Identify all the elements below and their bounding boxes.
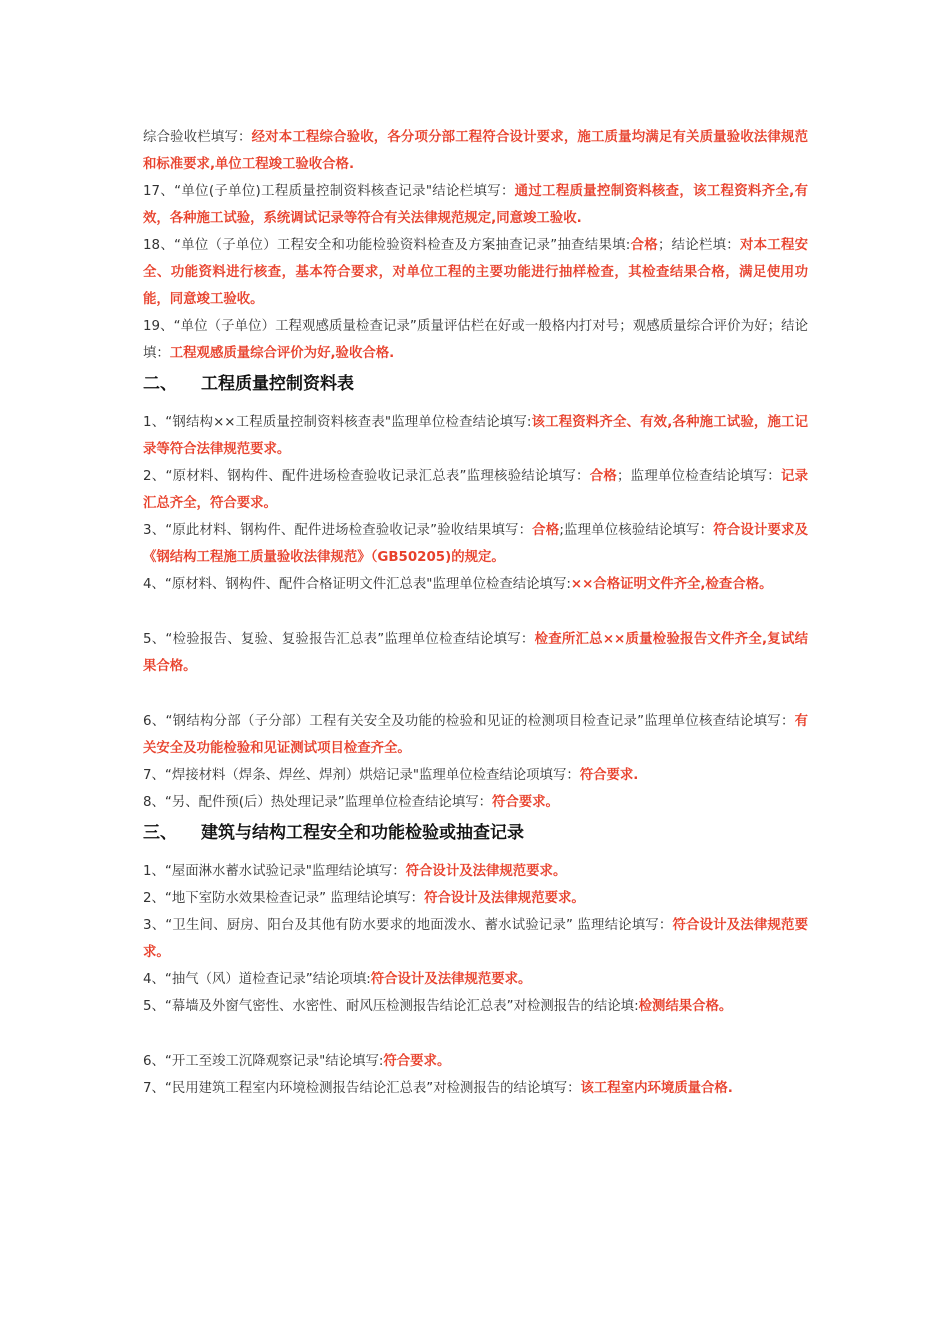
item-label: 5、“幕墙及外窗气密性、水密性、耐风压检测报告结论汇总表”对检测报告的结论填: (143, 999, 639, 1014)
s2-item-1 (143, 409, 808, 463)
s2-item-6 (143, 708, 808, 762)
section-number: 三、 (143, 823, 177, 843)
item-value: 检查所汇总××质量检验报告文件齐全,复试结果合格。 (143, 632, 808, 674)
item-value: 有关安全及功能检验和见证测试项目检查齐全。 (143, 714, 808, 756)
item-label: 1、“屋面淋水蓄水试验记录"监理结论填写： (143, 864, 406, 879)
item-value: 符合设计及法律规范要求。 (405, 864, 567, 879)
item-label: 6、“开工至竣工沉降观察记录"结论填写: (143, 1054, 384, 1069)
s2-item-7 (143, 762, 808, 789)
document-body (143, 124, 808, 1102)
item-label-2: ；结论栏填： (657, 238, 740, 253)
section-number: 二、 (143, 374, 177, 394)
item-label: 3、“原此材料、钢构件、配件进场检查验收记录”验收结果填写： (143, 523, 533, 538)
s3-item-1 (143, 858, 808, 885)
s2-item-3 (143, 517, 808, 571)
intro-label: 综合验收栏填写： (143, 130, 252, 145)
item-label: 7、“民用建筑工程室内环境检测报告结论汇总表”对检测报告的结论填写： (143, 1081, 581, 1096)
item-value: 符合设计及法律规范要求。 (424, 891, 585, 906)
s3-item-6 (143, 1048, 808, 1075)
section-3-heading (143, 820, 808, 846)
item-17 (143, 178, 808, 232)
s2-item-8 (143, 789, 808, 816)
item-label: 4、“抽气（风）道检查记录”结论项填: (143, 972, 371, 987)
item-label: 2、“地下室防水效果检查记录” 监理结论填写： (143, 891, 425, 906)
s3-item-2 (143, 885, 808, 912)
item-value: 通过工程质量控制资料核查，该工程资料齐全,有效，各种施工试验，系统调试记录等符合有关法律规范规定,同意竣工验收. (143, 184, 808, 226)
item-value: 该工程室内环境质量合格. (580, 1081, 733, 1096)
s3-item-4 (143, 966, 808, 993)
s3-item-5 (143, 993, 808, 1020)
blank-line (143, 598, 808, 626)
section-title: 建筑与结构工程安全和功能检验或抽查记录 (201, 823, 524, 843)
item-value-2: 记录汇总齐全，符合要求。 (143, 469, 809, 511)
s2-item-2 (143, 463, 808, 517)
item-label: 5、“检验报告、复验、复验报告汇总表”监理单位检查结论填写： (143, 632, 535, 647)
intro-value: 经对本工程综合验收，各分项分部工程符合设计要求，施工质量均满足有关质量验收法律规范和标准要求,单位工程竣工验收合格. (143, 130, 809, 172)
intro-paragraph (143, 124, 808, 178)
s3-item-3 (143, 912, 808, 966)
item-label: 19、“单位（子单位）工程观感质量检查记录”质量评估栏在好或一般格内打对号；观感质量综合评价为好；结论填： (143, 319, 808, 361)
item-label: 6、“钢结构分部（子分部）工程有关安全及功能的检验和见证的检测项目检查记录”监理单位核查结论填写： (143, 714, 795, 729)
item-value: 符合设计及法律规范要求。 (143, 918, 808, 960)
item-value: 符合要求。 (383, 1054, 451, 1069)
item-label-2: ；监理单位检查结论填写： (617, 469, 781, 484)
item-label: 17、“单位(子单位)工程质量控制资料核查记录"结论栏填写： (143, 184, 515, 199)
item-label: 3、“卫生间、厨房、阳台及其他有防水要求的地面泼水、蓄水试验记录” 监理结论填写： (143, 918, 673, 933)
item-label-2: ;监理单位核验结论填写： (559, 523, 714, 538)
item-value: 符合设计及法律规范要求。 (370, 972, 532, 987)
item-value: 合格 (532, 523, 560, 538)
s3-item-7 (143, 1075, 808, 1102)
item-label: 7、“焊接材料（焊条、焊丝、焊剂）烘焙记录"监理单位检查结论项填写： (143, 768, 580, 783)
blank-line (143, 1020, 808, 1048)
item-value: 检测结果合格。 (638, 999, 733, 1014)
item-value-2: 对本工程安全、功能资料进行核查，基本符合要求，对单位工程的主要功能进行抽样检查，其检查结果合格，满足使用功能，同意竣工验收。 (143, 238, 809, 307)
s2-item-5 (143, 626, 808, 680)
item-value: ××合格证明文件齐全,检查合格。 (570, 577, 773, 592)
item-label: 2、“原材料、钢构件、配件进场检查验收记录汇总表”监理核验结论填写： (143, 469, 590, 484)
item-value: 该工程资料齐全、有效,各种施工试验，施工记录等符合法律规范要求。 (143, 415, 808, 457)
blank-line (143, 680, 808, 708)
item-value: 符合要求。 (492, 795, 559, 810)
item-label: 1、“钢结构××工程质量控制资料核查表"监理单位检查结论填写: (143, 415, 532, 430)
s2-item-4 (143, 571, 808, 598)
item-18 (143, 232, 808, 313)
item-label: 18、“单位（子单位）工程安全和功能检验资料检查及方案抽查记录”抽查结果填: (143, 238, 631, 253)
section-title: 工程质量控制资料表 (201, 374, 354, 394)
item-value: 工程观感质量综合评价为好,验收合格. (169, 346, 395, 361)
section-2-heading (143, 371, 808, 397)
item-value: 合格 (630, 238, 658, 253)
item-value: 合格 (589, 469, 618, 484)
item-value-2: 符合设计要求及《钢结构工程施工质量验收法律规范》（GB50205)的规定。 (143, 523, 808, 565)
item-label: 8、“另、配件预(后）热处理记录”监理单位检查结论填写： (143, 795, 492, 810)
item-19 (143, 313, 808, 367)
item-value: 符合要求. (579, 768, 639, 783)
item-label: 4、“原材料、钢构件、配件合格证明文件汇总表"监理单位检查结论填写: (143, 577, 571, 592)
